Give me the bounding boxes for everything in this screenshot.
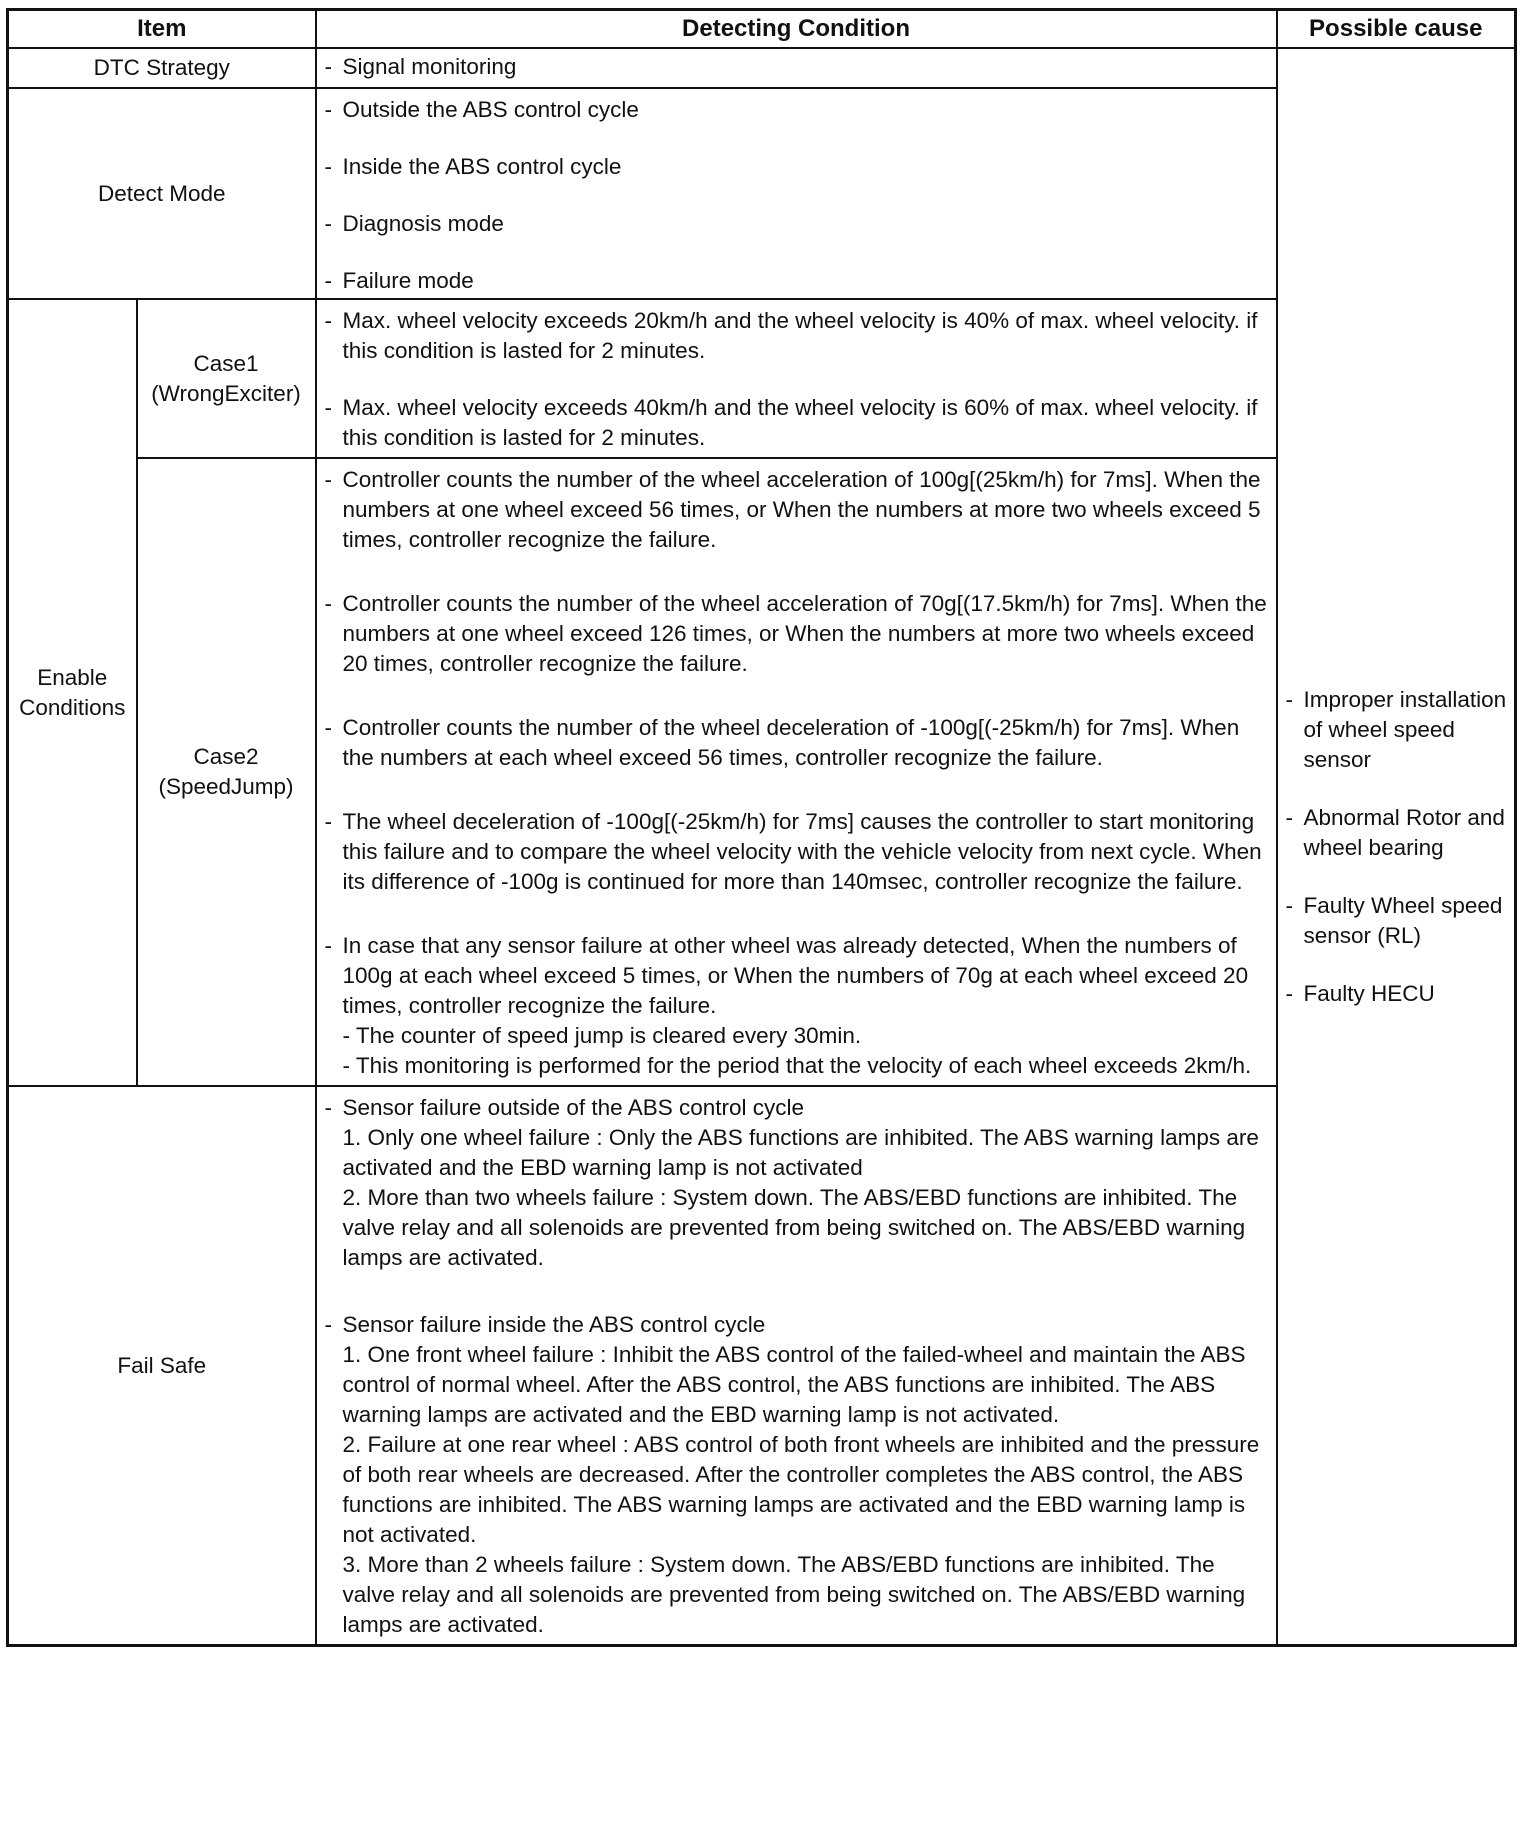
case2-item: - Controller counts the number of the wheel acceleration of 70g[(17.5km/h) for 7ms]. When the numbers at one wheel exceed 126 times, or When the numbers at more two wheels exceed 20 times, controller recognize the failure. [324, 591, 1267, 676]
detect-mode-label: Detect Mode [8, 88, 316, 299]
case1-label: Case1 (WrongExciter) [137, 299, 316, 458]
case1-conditions [316, 299, 1277, 458]
detect-mode-item: - Failure mode [324, 268, 474, 293]
possible-causes-cell [1277, 48, 1516, 1646]
detect-mode-list [316, 88, 1277, 299]
detect-mode-item: - Outside the ABS control cycle [324, 97, 639, 122]
fail-safe-inside-title: Sensor failure inside the ABS control cycle [342, 1312, 766, 1337]
cause-item: - Faulty Wheel speed sensor (RL) [1285, 892, 1503, 948]
detect-mode-item: - Diagnosis mode [324, 211, 504, 236]
case2-note: - This monitoring is performed for the period that the velocity of each wheel exceeds 2km/h. [342, 1053, 1252, 1078]
case2-item: - The wheel deceleration of -100g[(-25km/h) for 7ms] causes the controller to start monitoring this failure and to compare the wheel velocity with the vehicle velocity from next cycle. When its difference of -100g is continued for more than 140msec, controller recognize the failure. [324, 809, 1262, 894]
case2-item: - Controller counts the number of the wheel acceleration of 100g[(25km/h) for 7ms]. When the numbers at one wheel exceed 56 times, or When the numbers at more two wheels exceed 5 times, controller recognize the failure. [324, 467, 1261, 552]
case2-conditions [316, 458, 1277, 1086]
cause-item: - Improper installation of wheel speed sensor [1285, 686, 1507, 772]
header-condition: Detecting Condition [316, 10, 1277, 49]
fail-safe-label: Fail Safe [8, 1086, 316, 1646]
fail-safe-paragraph: 1. Only one wheel failure : Only the ABS functions are inhibited. The ABS warning lamps are activated and the EBD warning lamp is not activated [342, 1125, 1259, 1180]
row-dtc-strategy [8, 48, 1516, 88]
dtc-strategy-value: - Signal monitoring [316, 48, 1277, 88]
case1-item: - Max. wheel velocity exceeds 20km/h and the wheel velocity is 40% of max. wheel velocity. if this condition is lasted for 2 minutes. [324, 308, 1258, 363]
case2-item: - Controller counts the number of the wheel deceleration of -100g[(-25km/h) for 7ms]. When the numbers at each wheel exceed 56 times, controller recognize the failure. [324, 715, 1240, 770]
fail-safe-paragraph: 1. One front wheel failure : Inhibit the ABS control of the failed-wheel and maintain the ABS control of normal wheel. After the ABS control, the ABS functions are inhibited. The ABS warning lamps are activated and the EBD warning lamp is not activated. [342, 1342, 1246, 1427]
header-cause: Possible cause [1277, 10, 1516, 49]
enable-conditions-label: Enable Conditions [8, 299, 137, 1086]
case2-label: Case2 (SpeedJump) [137, 458, 316, 1086]
case2-note: - The counter of speed jump is cleared every 30min. [342, 1023, 862, 1048]
cause-item: - Abnormal Rotor and wheel bearing [1285, 804, 1505, 860]
fail-safe-paragraph: 2. More than two wheels failure : System down. The ABS/EBD functions are inhibited. The valve relay and all solenoids are prevented from being switched on. The ABS/EBD warning lamps are activated. [342, 1185, 1246, 1270]
case2-last-main: In case that any sensor failure at other wheel was already detected, When the numbers of 100g at each wheel exceed 5 times, or When the numbers of 70g at each wheel exceed 20 times, controller recognize the failure. [342, 933, 1249, 1018]
header-row [8, 10, 1516, 49]
fail-safe-paragraph: 3. More than 2 wheels failure : System down. The ABS/EBD functions are inhibited. The valve relay and all solenoids are prevented from being switched on. The ABS/EBD warning lamps are activated. [342, 1552, 1246, 1637]
dtc-strategy-label: DTC Strategy [8, 48, 316, 88]
dtc-table [6, 8, 1517, 1647]
header-item: Item [8, 10, 316, 49]
fail-safe-inside: - Sensor failure inside the ABS control cycle 1. One front wheel failure : Inhibit the ABS control of the failed-wheel and maintain the ABS control of normal wheel. After the ABS control, the ABS functions are inhibited. The ABS warning lamps are activated and the EBD warning lamp is not activated. 2. Failure at one rear wheel : ABS control of both front wheels are inhibited and the pressure of both rear wheels are decreased. After the controller completes the ABS control, the ABS functions are inhibited. The ABS warning lamps are activated and the EBD warning lamp is not activated. 3. More than 2 wheels failure : System down. The ABS/EBD functions are inhibited. The valve relay and all solenoids are prevented from being switched on. The ABS/EBD warning lamps are activated. [325, 1310, 1270, 1640]
case2-item: - In case that any sensor failure at other wheel was already detected, When the numbers of 100g at each wheel exceed 5 times, or When the numbers of 70g at each wheel exceed 20 times, controller recognize the failure. - The counter of speed jump is cleared every 30min. - This monitoring is performed for the period that the velocity of each wheel exceeds 2km/h. [325, 931, 1270, 1081]
fail-safe-outside-title: Sensor failure outside of the ABS control cycle [342, 1095, 805, 1120]
fail-safe-outside: - Sensor failure outside of the ABS control cycle 1. Only one wheel failure : Only the ABS functions are inhibited. The ABS warning lamps are activated and the EBD warning lamp is not activated 2. More than two wheels failure : System down. The ABS/EBD functions are inhibited. The valve relay and all solenoids are prevented from being switched on. The ABS/EBD warning lamps are activated. [325, 1093, 1270, 1273]
cause-item: - Faulty HECU [1285, 980, 1435, 1006]
dtc-strategy-text: Signal monitoring [342, 54, 517, 79]
fail-safe-paragraph: 2. Failure at one rear wheel : ABS control of both front wheels are inhibited and the pressure of both rear wheels are decreased. After the controller completes the ABS control, the ABS functions are inhibited. The ABS warning lamps are activated and the EBD warning lamp is not activated. [342, 1432, 1260, 1547]
detect-mode-item: - Inside the ABS control cycle [324, 154, 622, 179]
case1-item: - Max. wheel velocity exceeds 40km/h and the wheel velocity is 60% of max. wheel velocity. if this condition is lasted for 2 minutes. [324, 395, 1258, 450]
fail-safe-content [316, 1086, 1277, 1646]
